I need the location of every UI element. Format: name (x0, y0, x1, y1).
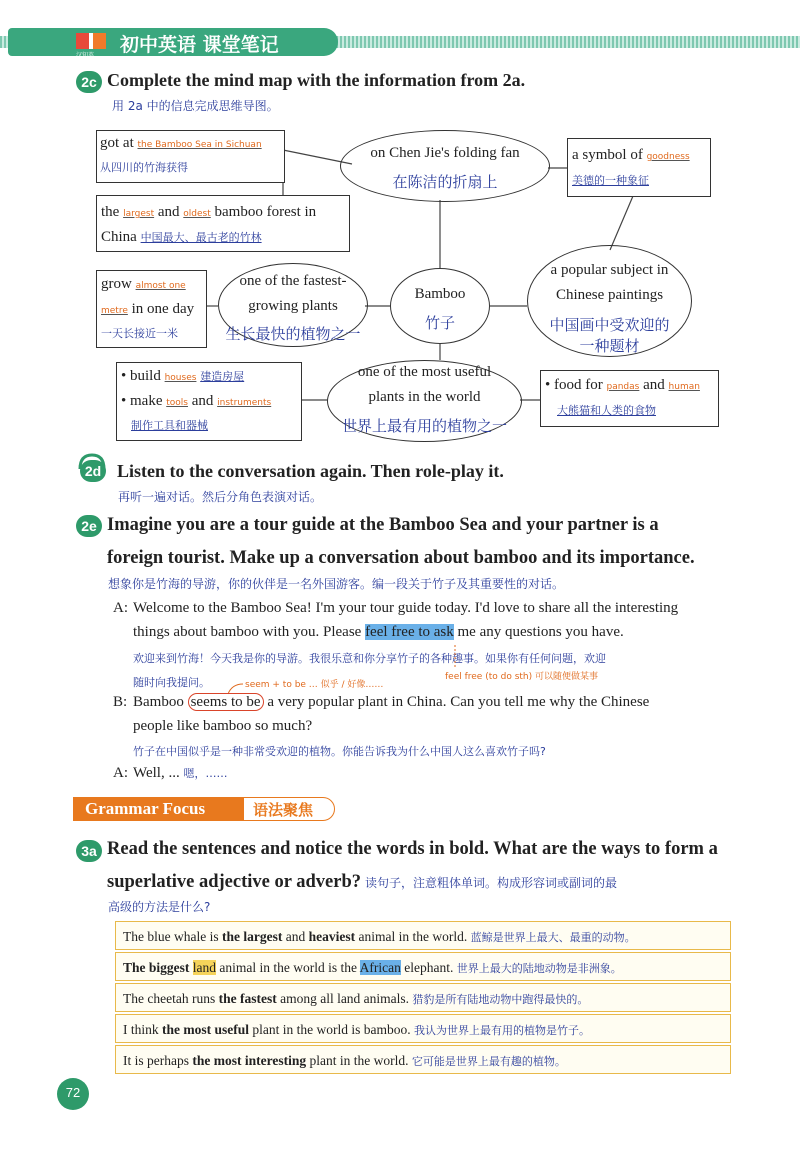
table-row (115, 921, 731, 950)
dialog-a-line2-pre: things about bamboo with you. Please (133, 624, 362, 640)
subheading-2c: 用 2a 中的信息完成思维导图。 (112, 99, 279, 113)
paintings-label-en2: Chinese paintings (555, 287, 664, 303)
badge-2d: 2d (80, 460, 106, 482)
row5-cn: 它可能是世界上最有趣的植物。 (411, 1055, 566, 1068)
paintings-label-cn1: 中国画中受欢迎的 (549, 316, 670, 334)
grammar-focus-banner (73, 797, 335, 821)
dialog-b-pre: Bamboo (133, 694, 184, 710)
row2-text-c: animal in the world is the (216, 960, 360, 975)
note-feel-free: feel free (to do sth) 可以随便做某事 (445, 672, 598, 682)
largest-cn: 中国最大、最古老的竹林 (140, 231, 262, 244)
food-p2: and (643, 377, 665, 393)
food-cn: 大熊猫和人类的食物 (557, 404, 656, 417)
center-label-cn: 竹子 (424, 314, 455, 332)
dialog-a2-text: Well, ... (133, 765, 180, 781)
row2-highlight-land: land (192, 960, 217, 975)
heading-2d: Listen to the conversation again. Then role-play it. (117, 461, 504, 481)
dialog-a-label: A: (113, 600, 128, 616)
largest-p2: and (157, 204, 180, 220)
useful-label-en1: one of the most useful (357, 364, 492, 380)
row3-bold-b: the fastest (218, 991, 277, 1006)
row5-text-c: plant in the world. (306, 1053, 409, 1068)
dialog-b-cn: 竹子在中国似乎是一种非常受欢迎的植物。你能告诉我为什么中国人这么喜欢竹子吗? (133, 745, 546, 758)
dialog-b-line2: people like bamboo so much? (133, 718, 313, 734)
largest-a1: largest (123, 209, 155, 219)
subheading-2d: 再听一遍对话。然后分角色表演对话。 (118, 490, 323, 504)
dialog-a2-cn: 嗯，…… (183, 767, 228, 780)
dialog-b-post: a very popular plant in China. Can you tell me why the Chinese (267, 694, 650, 710)
grow-p1: grow (101, 276, 132, 292)
fastest-label-cn: 生长最快的植物之一 (225, 325, 361, 343)
subheading-3a-cn2: 高级的方法是什么? (108, 900, 211, 914)
dialog-b-circled: seems to be (188, 693, 264, 711)
largest-p4: China (101, 229, 137, 245)
heading-3a-line1: Read the sentences and notice the words in bold. What are the ways to form a (107, 839, 718, 859)
row4-text-c: plant in the world is bamboo. (249, 1022, 411, 1037)
row2-text-e: elephant. (400, 960, 454, 975)
row1-bold-d: heaviest (308, 929, 356, 944)
grow-cn: 一天长接近一米 (101, 327, 178, 340)
table-row (115, 1045, 731, 1074)
dialog-a2-label: A: (113, 765, 128, 781)
food-a1: pandas (606, 382, 640, 392)
build-p2: • make (121, 393, 163, 409)
table-row (115, 952, 731, 981)
largest-p3: bamboo forest in (214, 204, 317, 220)
got-at-answer: the Bamboo Sea in Sichuan (137, 140, 262, 150)
dialog-a-highlight: feel free to ask (365, 624, 454, 640)
dialog-a-line1: Welcome to the Bamboo Sea! I'm your tour guide today. I'd love to share all the interesting (133, 600, 679, 616)
symbol-a1: goodness (646, 152, 690, 162)
fastest-label-en2: growing plants (248, 298, 338, 314)
largest-a2: oldest (183, 209, 211, 219)
table-row (115, 983, 731, 1012)
row2-bold-a: The biggest (123, 960, 190, 975)
build-a3: instruments (217, 398, 272, 408)
heading-2e-line1: Imagine you are a tour guide at the Bamboo Sea and your partner is a (107, 515, 659, 535)
page-number: 72 (65, 1085, 81, 1100)
got-at-prefix: got at (100, 135, 134, 151)
badge-2e: 2e (76, 515, 102, 537)
dialog-a-cn2: 随时向我提问。 (133, 676, 210, 689)
useful-label-cn: 世界上最有用的植物之一 (341, 417, 507, 435)
symbol-cn: 美德的一种象征 (572, 174, 649, 187)
paintings-label-en1: a popular subject in (550, 262, 669, 278)
row2-cn: 世界上最大的陆地动物是非洲象。 (456, 962, 622, 975)
row4-cn: 我认为世界上最有用的植物是竹子。 (413, 1024, 590, 1037)
table-row (115, 1014, 731, 1043)
row4-bold-b: the most useful (162, 1022, 249, 1037)
build-a1: houses (164, 373, 197, 383)
grow-a2: metre (101, 306, 128, 316)
build-cn1: 建造房屋 (200, 370, 245, 383)
paintings-label-cn2: 一种题材 (579, 337, 640, 355)
build-p3: and (191, 393, 214, 409)
center-label-en: Bamboo (414, 286, 466, 302)
food-a2: human (668, 382, 700, 392)
largest-p1: the (101, 204, 120, 220)
row1-text-c: and (282, 929, 309, 944)
grammar-title-en: Grammar Focus (85, 799, 206, 818)
food-p1: • food for (545, 377, 603, 393)
got-at-cn: 从四川的竹海获得 (100, 161, 188, 174)
header-logo-text: 汉知英 (76, 52, 95, 59)
row5-text-a: It is perhaps (123, 1053, 193, 1068)
symbol-p1: a symbol of (572, 147, 643, 163)
row3-cn: 猎豹是所有陆地动物中跑得最快的。 (412, 993, 589, 1006)
row1-cn: 蓝鲸是世界上最大、最重的动物。 (470, 931, 636, 944)
subheading-2e: 想象你是竹海的导游，你的伙伴是一名外国游客。编一段关于竹子及其重要性的对话。 (108, 577, 565, 591)
build-a2: tools (166, 398, 188, 408)
row1-text-e: animal in the world. (355, 929, 468, 944)
build-p1: • build (121, 368, 161, 384)
useful-label-en2: plants in the world (368, 389, 481, 405)
header-title: 初中英语 课堂笔记 (120, 34, 279, 56)
badge-2c: 2c (76, 71, 102, 93)
heading-3a-line2: superlative adjective or adverb? (107, 872, 361, 892)
row3-text-a: The cheetah runs (123, 991, 219, 1006)
fan-label-en: on Chen Jie's folding fan (370, 145, 520, 161)
row1-bold-b: the largest (221, 929, 283, 944)
grow-p2: in one day (131, 301, 195, 317)
heading-2c: Complete the mind map with the information from 2a. (107, 70, 526, 90)
dialog-b-label: B: (113, 694, 128, 710)
heading-2e-line2: foreign tourist. Make up a conversation about bamboo and its importance. (107, 548, 695, 568)
dialog-a-cn1: 欢迎来到竹海！今天我是你的导游。我很乐意和你分享竹子的各种趣事。如果你有任何问题，欢迎 (133, 652, 606, 665)
build-cn2: 制作工具和器械 (131, 419, 208, 432)
grammar-title-cn: 语法聚焦 (253, 801, 314, 819)
badge-3a: 3a (76, 840, 102, 862)
note-seem: seem + to be … 似乎 / 好像…… (245, 680, 384, 690)
row2-highlight-african: African (359, 960, 401, 975)
row5-bold-b: the most interesting (192, 1053, 307, 1068)
row3-text-c: among all land animals. (276, 991, 410, 1006)
fan-label-cn: 在陈洁的折扇上 (392, 173, 498, 191)
fastest-label-en1: one of the fastest- (239, 273, 347, 289)
row1-text-a: The blue whale is (123, 929, 222, 944)
subheading-3a-cn1: 读句子，注意粗体单词。构成形容词或副词的最 (365, 876, 618, 890)
grow-a1: almost one (135, 281, 186, 291)
row4-text-a: I think (123, 1022, 162, 1037)
dialog-a-line2-post: me any questions you have. (457, 624, 624, 640)
